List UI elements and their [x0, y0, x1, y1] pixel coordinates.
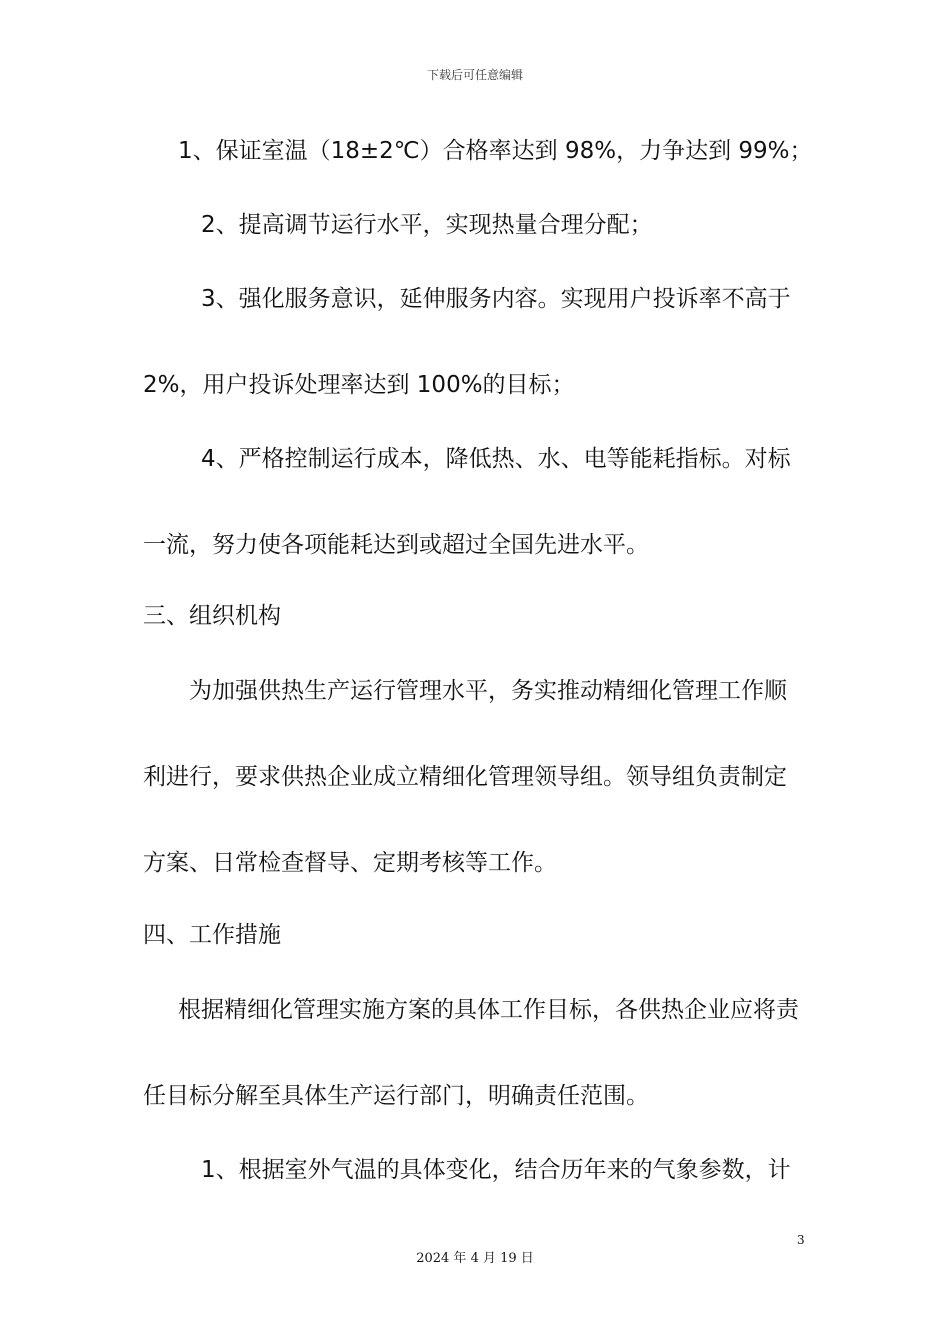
footer-date: 2024 年 4 月 19 日: [416, 1251, 534, 1266]
goal-item-3-line-1: 3、强化服务意识，延伸服务内容。实现用户投诉率不高于: [201, 286, 791, 312]
measure-item-1: 1、根据室外气温的具体变化，结合历年来的气象参数，计: [201, 1157, 791, 1183]
goal-item-4-line-1: 4、严格控制运行成本，降低热、水、电等能耗指标。对标: [201, 446, 791, 472]
organization-paragraph-line-3: 方案、日常检查督导、定期考核等工作。: [143, 850, 557, 876]
organization-paragraph-line-1: 为加强供热生产运行管理水平，务实推动精细化管理工作顺: [189, 678, 787, 704]
measures-paragraph-line-2: 任目标分解至具体生产运行部门，明确责任范围。: [143, 1083, 649, 1109]
goal-item-2: 2、提高调节运行水平，实现热量合理分配；: [201, 212, 653, 238]
section-heading-organization: 三、组织机构: [143, 603, 281, 629]
measures-paragraph-line-1: 根据精细化管理实施方案的具体工作目标，各供热企业应将责: [178, 997, 799, 1023]
section-heading-measures: 四、工作措施: [143, 922, 281, 948]
page-header: 下载后可任意编辑: [426, 68, 523, 82]
page-number: 3: [797, 1233, 805, 1247]
goal-item-4-line-2: 一流，努力使各项能耗达到或超过全国先进水平。: [143, 532, 649, 558]
goal-item-1: 1、保证室温（18±2℃）合格率达到 98%，力争达到 99%；: [178, 138, 813, 164]
organization-paragraph-line-2: 利进行，要求供热企业成立精细化管理领导组。领导组负责制定: [143, 764, 787, 790]
goal-item-3-line-2: 2%，用户投诉处理率达到 100%的目标；: [143, 372, 575, 398]
